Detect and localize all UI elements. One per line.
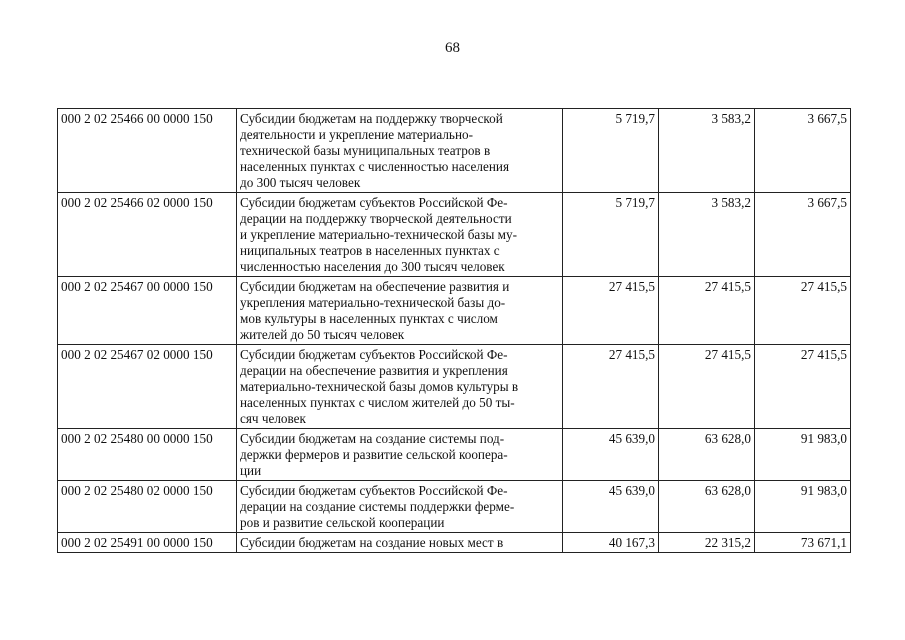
page-number: 68 (445, 40, 460, 56)
amount-year-3-cell: 27 415,5 (755, 345, 851, 429)
table-row (58, 429, 851, 481)
description-line: дерации на создание системы поддержки ферме- (240, 499, 515, 514)
description-line: и укрепление материально-технической базы му- (240, 227, 517, 242)
amount-year-3-cell: 3 667,5 (755, 193, 851, 277)
description-cell (237, 193, 563, 277)
budget-code-cell: 000 2 02 25467 02 0000 150 (58, 345, 237, 429)
description-line: Субсидии бюджетам на создание системы под- (240, 431, 505, 446)
description-line: населенных пунктах с численностью населения (240, 159, 510, 174)
amount-year-2-cell: 27 415,5 (659, 345, 755, 429)
budget-code-cell: 000 2 02 25491 00 0000 150 (58, 533, 237, 553)
description-line: сяч человек (240, 411, 306, 426)
description-line: ции (240, 463, 262, 478)
amount-year-3-cell: 73 671,1 (755, 533, 851, 553)
description-line: Субсидии бюджетам на обеспечение развития и (240, 279, 510, 294)
description-cell (237, 429, 563, 481)
amount-year-2-cell: 63 628,0 (659, 481, 755, 533)
description-cell (237, 345, 563, 429)
description-line: мов культуры в населенных пунктах с числом (240, 311, 498, 326)
description-cell (237, 277, 563, 345)
budget-table (57, 108, 851, 553)
description-line: ров и развитие сельской кооперации (240, 515, 445, 530)
amount-year-1-cell: 27 415,5 (563, 345, 659, 429)
amount-year-1-cell: 45 639,0 (563, 429, 659, 481)
budget-code-cell: 000 2 02 25466 02 0000 150 (58, 193, 237, 277)
amount-year-3-cell: 27 415,5 (755, 277, 851, 345)
table-row (58, 277, 851, 345)
amount-year-2-cell: 3 583,2 (659, 109, 755, 193)
description-line: Субсидии бюджетам субъектов Российской Фе- (240, 483, 508, 498)
table-row (58, 533, 851, 553)
description-line: держки фермеров и развитие сельской коопера- (240, 447, 508, 462)
amount-year-2-cell: 63 628,0 (659, 429, 755, 481)
amount-year-2-cell: 22 315,2 (659, 533, 755, 553)
description-line: материально-технической базы домов культуры в (240, 379, 519, 394)
amount-year-3-cell: 91 983,0 (755, 429, 851, 481)
amount-year-1-cell: 40 167,3 (563, 533, 659, 553)
budget-table-body (58, 109, 851, 553)
amount-year-1-cell: 27 415,5 (563, 277, 659, 345)
description-line: жителей до 50 тысяч человек (240, 327, 405, 342)
description-cell (237, 109, 563, 193)
description-line: численностью населения до 300 тысяч человек (240, 259, 505, 274)
description-line: ниципальных театров в населенных пунктах с (240, 243, 500, 258)
description-line: Субсидии бюджетам на создание новых мест в (240, 535, 504, 550)
budget-code-cell: 000 2 02 25480 00 0000 150 (58, 429, 237, 481)
description-line: дерации на обеспечение развития и укрепления (240, 363, 508, 378)
table-row (58, 109, 851, 193)
description-line: Субсидии бюджетам субъектов Российской Фе- (240, 347, 508, 362)
description-line: укрепления материально-технической базы до- (240, 295, 506, 310)
budget-code-cell: 000 2 02 25466 00 0000 150 (58, 109, 237, 193)
description-line: Субсидии бюджетам субъектов Российской Фе- (240, 195, 508, 210)
budget-code-cell: 000 2 02 25480 02 0000 150 (58, 481, 237, 533)
table-row (58, 345, 851, 429)
table-row (58, 193, 851, 277)
description-line: до 300 тысяч человек (240, 175, 361, 190)
description-cell (237, 533, 563, 553)
budget-code-cell: 000 2 02 25467 00 0000 150 (58, 277, 237, 345)
amount-year-3-cell: 91 983,0 (755, 481, 851, 533)
description-line: дерации на поддержку творческой деятельности (240, 211, 512, 226)
description-line: населенных пунктах с числом жителей до 50 ты- (240, 395, 515, 410)
amount-year-2-cell: 3 583,2 (659, 193, 755, 277)
amount-year-1-cell: 5 719,7 (563, 109, 659, 193)
table-row (58, 481, 851, 533)
description-line: Субсидии бюджетам на поддержку творческой (240, 111, 503, 126)
amount-year-1-cell: 45 639,0 (563, 481, 659, 533)
description-cell (237, 481, 563, 533)
description-line: технической базы муниципальных театров в (240, 143, 491, 158)
description-line: деятельности и укрепление материально- (240, 127, 473, 142)
amount-year-3-cell: 3 667,5 (755, 109, 851, 193)
amount-year-1-cell: 5 719,7 (563, 193, 659, 277)
amount-year-2-cell: 27 415,5 (659, 277, 755, 345)
